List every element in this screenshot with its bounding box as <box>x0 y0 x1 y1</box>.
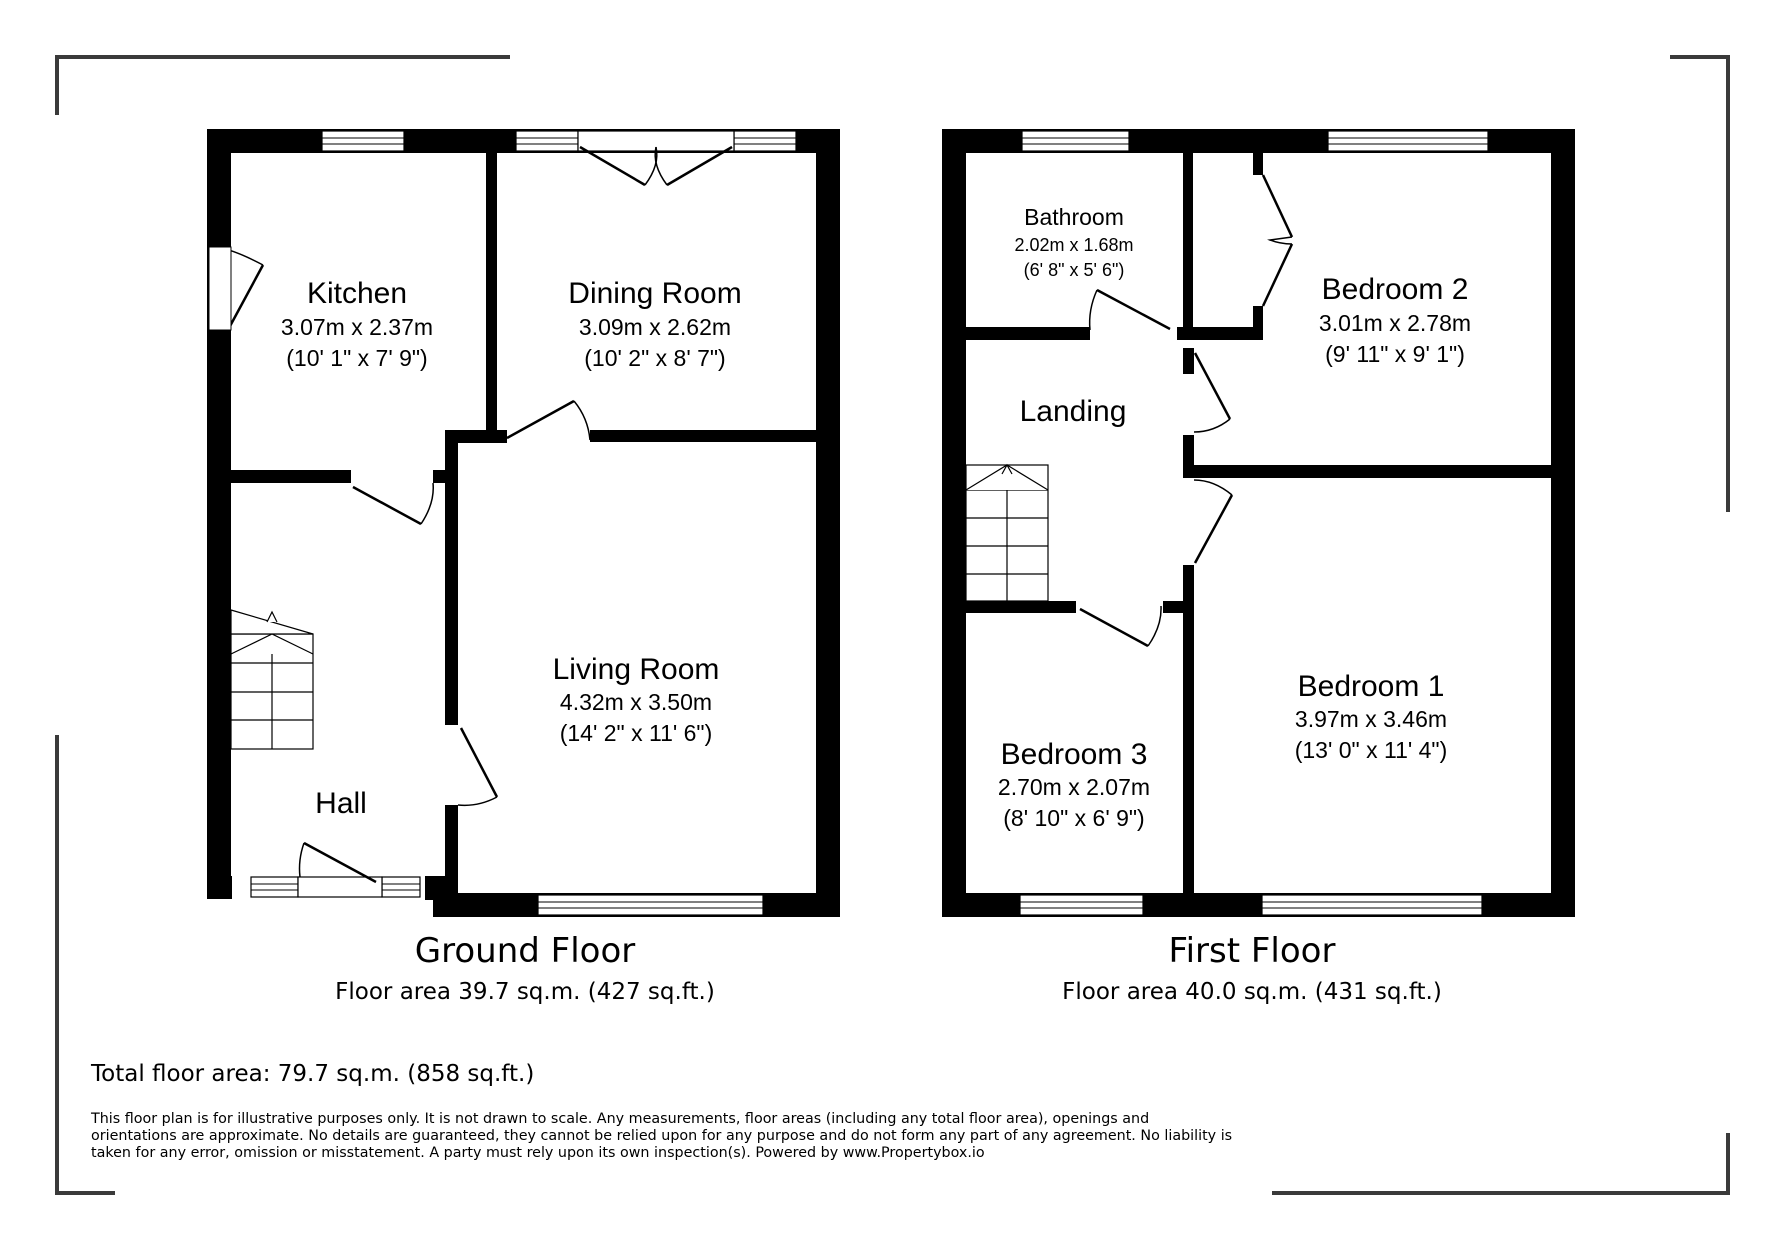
first-floor-title: First Floor <box>1168 931 1336 971</box>
room-bedroom1 <box>1295 670 1448 763</box>
bedroom3-door <box>1080 606 1161 646</box>
ground-floor-staircase <box>231 610 313 749</box>
bedroom2-metric: 3.01m x 2.78m <box>1318 310 1472 336</box>
bathroom-imperial: (6' 8" x 5' 6") <box>1023 260 1125 280</box>
disclaimer-text: This floor plan is for illustrative purposes only. It is not drawn to scale. Any measurements, floor areas (including any total floor area), openings and orientations are approximate. No details are guaranteed, they cannot be relied upon for any purpose and do not form any part of any agreement. No liability is taken for any error, omission or misstatement. A party must rely upon its own inspection(s). Powered by www.Propertybox.io <box>91 1111 1233 1161</box>
kitchen-imperial: (10' 1" x 7' 9") <box>286 345 428 371</box>
bedroom2-imperial: (9' 11" x 9' 1") <box>1325 341 1465 367</box>
room-landing <box>1020 395 1127 428</box>
hall-name: Hall <box>315 787 367 820</box>
hall-living-door <box>458 728 497 805</box>
dining-name: Dining Room <box>568 277 742 310</box>
ground-floor-plan <box>207 129 840 1005</box>
bedroom2-name: Bedroom 2 <box>1321 273 1469 306</box>
living-imperial: (14' 2" x 11' 6") <box>559 720 713 746</box>
ground-floor-doors <box>209 147 732 882</box>
dining-window-left <box>516 131 578 151</box>
living-metric: 4.32m x 3.50m <box>559 689 713 715</box>
ground-floor-area: Floor area 39.7 sq.m. (427 sq.ft.) <box>335 979 715 1005</box>
total-floor-area: Total floor area: 79.7 sq.m. (858 sq.ft.) <box>91 1061 535 1087</box>
bedroom1-name: Bedroom 1 <box>1297 670 1445 703</box>
front-door <box>300 843 377 882</box>
landing-name: Landing <box>1019 395 1127 428</box>
dining-imperial: (10' 2" x 8' 7") <box>584 345 726 371</box>
room-living <box>553 653 720 746</box>
kitchen-window <box>322 131 404 151</box>
hall-window-right <box>382 877 420 897</box>
bathroom-door <box>1090 290 1170 330</box>
bathroom-window <box>1022 131 1129 151</box>
kitchen-side-door <box>209 247 263 330</box>
bedroom3-metric: 2.70m x 2.07m <box>997 774 1151 800</box>
bedroom3-window <box>1020 895 1143 915</box>
room-bedroom3 <box>998 738 1150 831</box>
first-floor-plan <box>942 129 1575 1005</box>
wardrobe-doors <box>1263 175 1292 306</box>
dining-window-right <box>734 131 796 151</box>
bedroom1-metric: 3.97m x 3.46m <box>1294 706 1448 732</box>
bedroom3-imperial: (8' 10" x 6' 9") <box>1003 805 1145 831</box>
kitchen-metric: 3.07m x 2.37m <box>280 314 434 340</box>
dining-living-door <box>507 401 590 440</box>
room-dining <box>568 277 741 371</box>
front-door-opening <box>298 877 382 897</box>
living-window <box>538 895 763 915</box>
hall-window-left <box>251 877 298 897</box>
ground-floor-walls <box>207 129 840 917</box>
hall-kitchen-door <box>353 483 433 524</box>
dining-metric: 3.09m x 2.62m <box>578 314 732 340</box>
ground-floor-title: Ground Floor <box>414 931 636 971</box>
bedroom1-door <box>1194 480 1232 563</box>
living-name: Living Room <box>552 653 720 686</box>
room-bedroom2 <box>1319 273 1471 367</box>
bedroom3-name: Bedroom 3 <box>1000 738 1148 771</box>
bedroom1-imperial: (13' 0" x 11' 4") <box>1294 737 1448 763</box>
room-bathroom <box>1014 204 1133 280</box>
first-floor-area: Floor area 40.0 sq.m. (431 sq.ft.) <box>1062 979 1442 1005</box>
first-floor-staircase <box>966 465 1048 601</box>
bedroom1-window <box>1262 895 1482 915</box>
bathroom-name: Bathroom <box>1024 204 1124 230</box>
room-hall <box>315 787 367 820</box>
page-frame <box>57 57 1728 1193</box>
bedroom2-window <box>1328 131 1488 151</box>
bathroom-metric: 2.02m x 1.68m <box>1014 235 1134 255</box>
bedroom2-door <box>1194 353 1230 432</box>
kitchen-name: Kitchen <box>306 277 408 310</box>
room-kitchen <box>281 277 433 371</box>
